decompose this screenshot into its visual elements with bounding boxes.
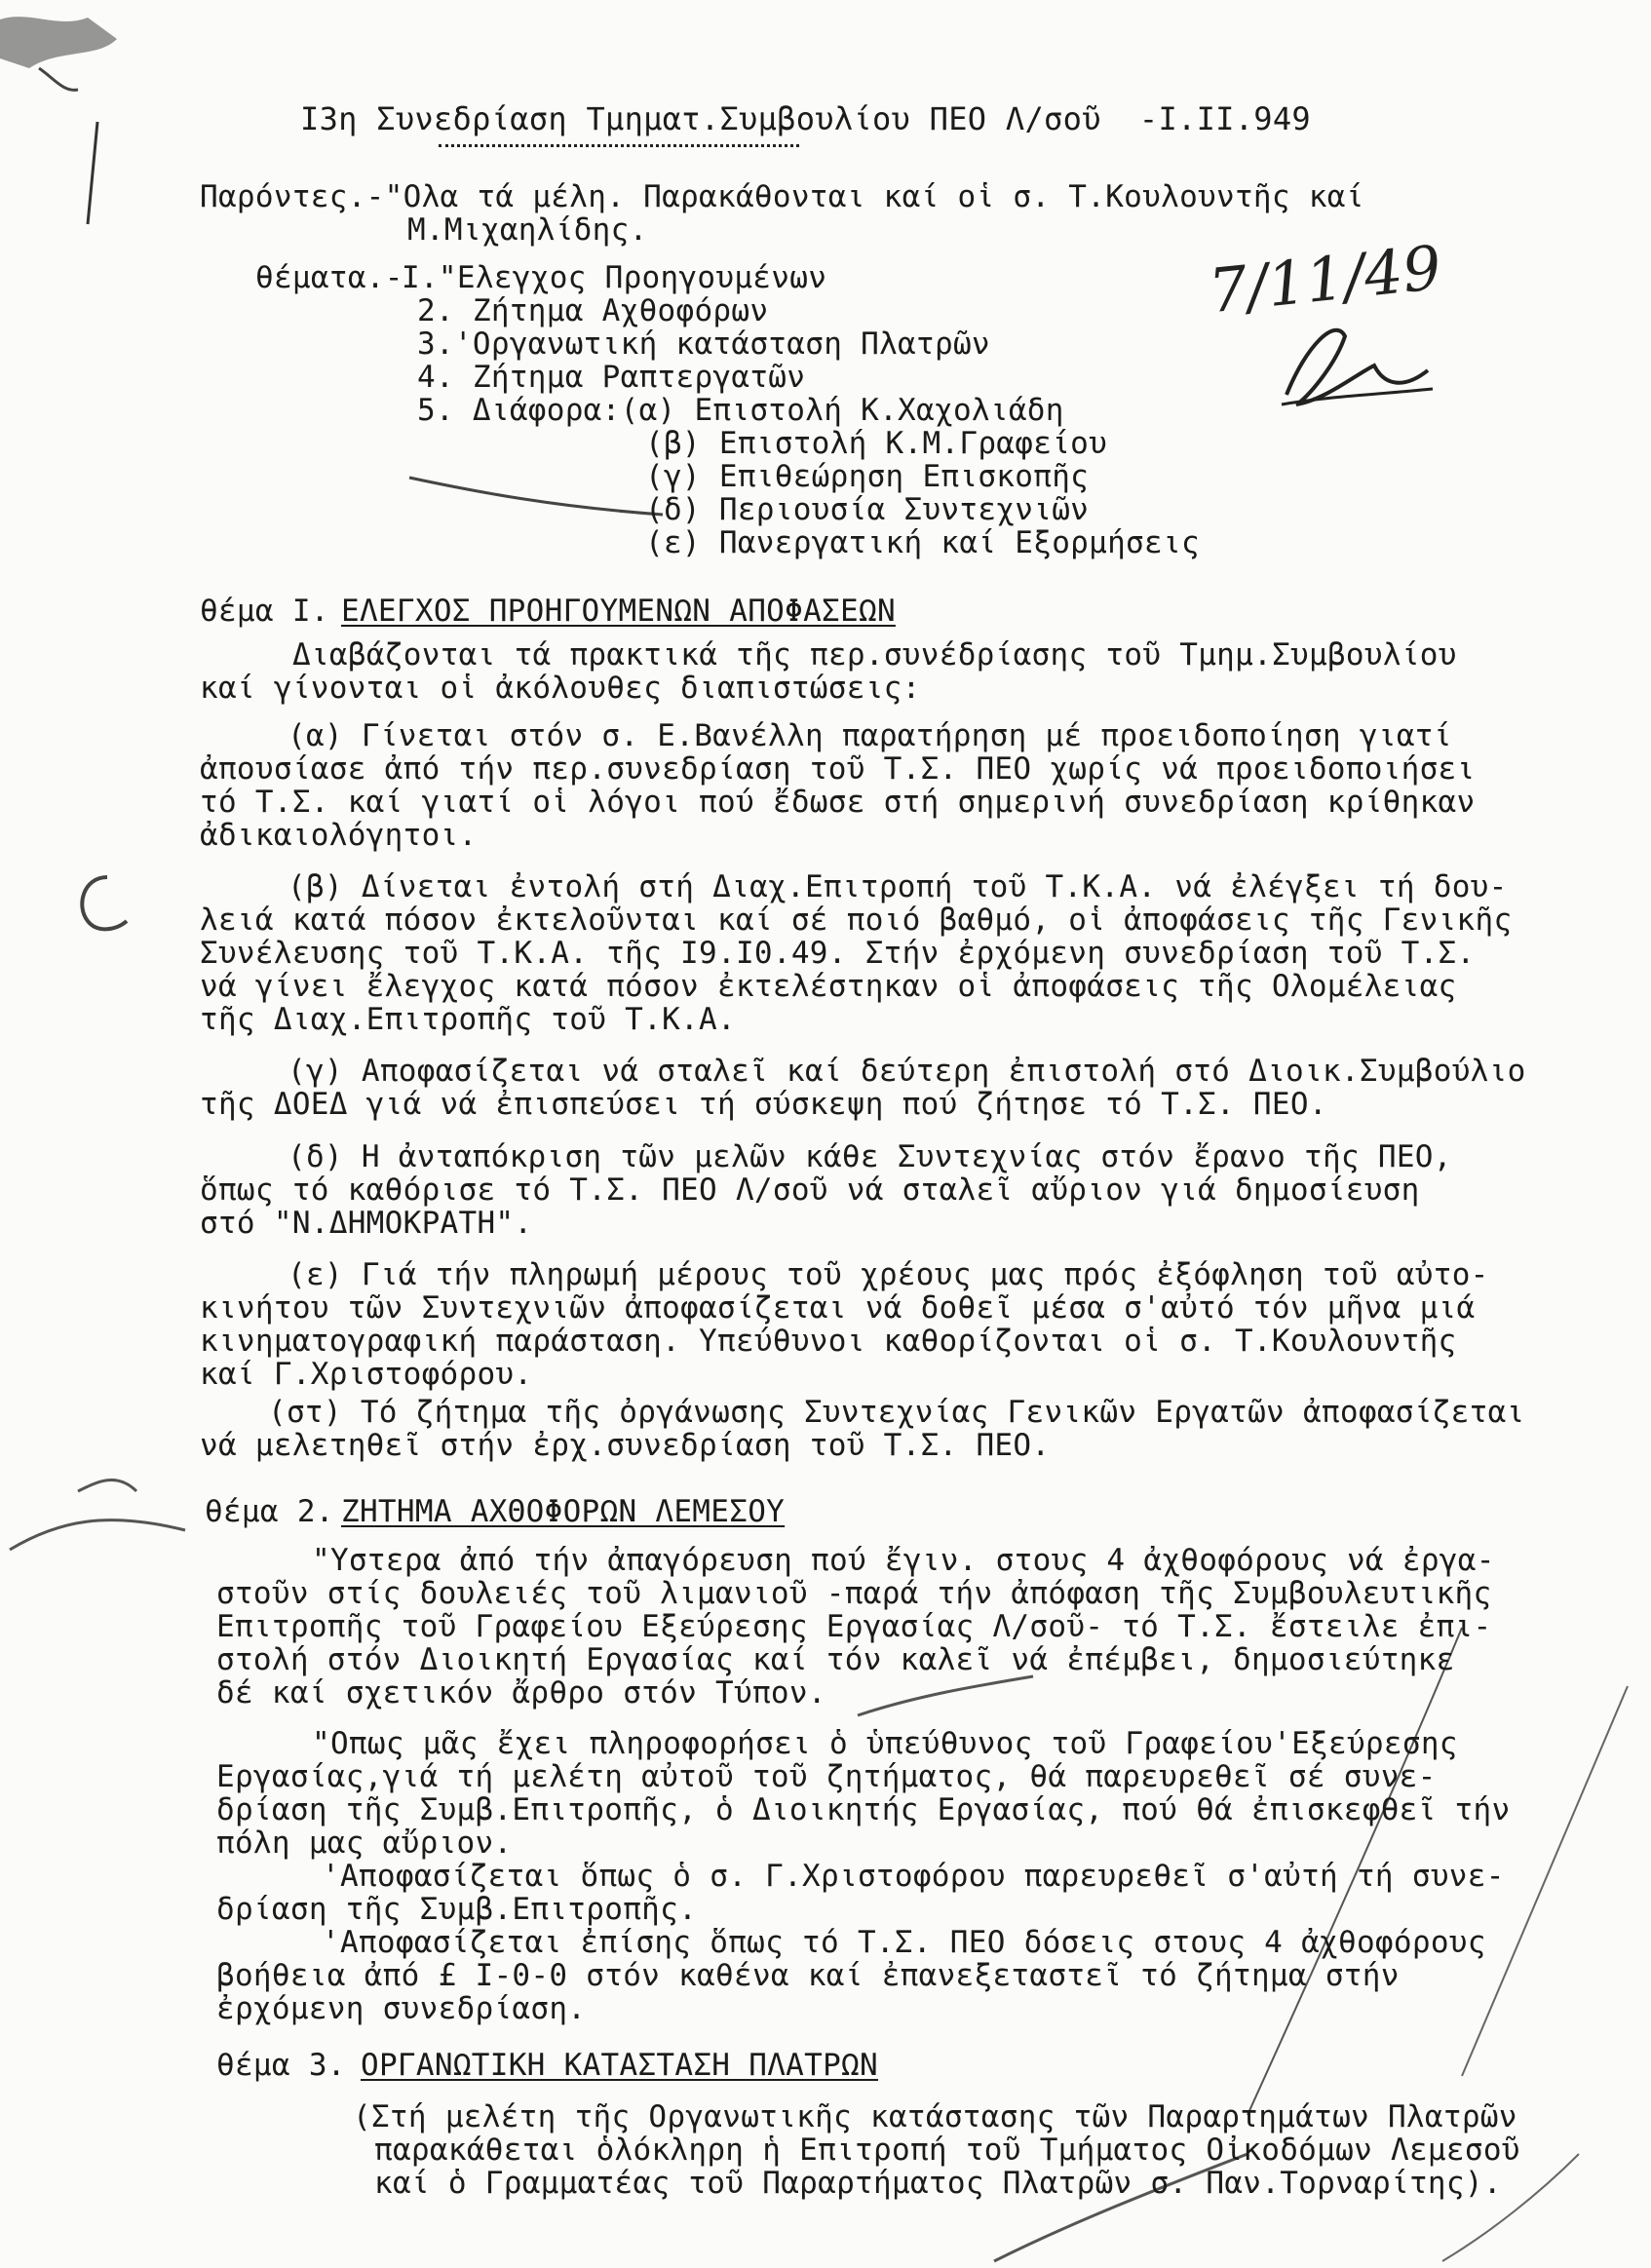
- s3-p1-2: παρακάθεται ὁλόκληρη ἡ Επιτροπή τοῦ Τμήματος Οἰκοδόμων Λεμεσοῦ: [374, 2133, 1520, 2168]
- s2-p4-2: βοήθεια ἀπό £ I-0-0 στόν καθένα καί ἐπανεξεταστεῖ τό ζήτημα στήν: [216, 1958, 1400, 1993]
- s1-a-2: ἀπουσίασε ἀπό τήν περ.συνεδρίαση τοῦ Τ.Σ. ΠΕΟ χωρίς νά προειδοποιήσει: [200, 751, 1476, 787]
- agenda-sub-b: (β) Επιστολή Κ.Μ.Γραφείου: [645, 426, 1108, 461]
- scan-smudge-top-left: [0, 0, 156, 117]
- agenda-item-5: 5. Διάφορα:(α) Επιστολή Κ.Χαχολιάδη: [417, 393, 1064, 428]
- margin-strokes-left-2: [0, 1462, 195, 1579]
- agenda-sub-c: (γ) Επιθεώρηση Επισκοπῆς: [645, 459, 1090, 494]
- section-2-heading: ΖΗΤΗΜΑ ΑΧΘΟΦΟΡΩΝ ΛΕΜΕΣΟΥ: [341, 1494, 786, 1529]
- s2-p3-1: 'Αποφασίζεται ὅπως ὁ σ. Γ.Χριστοφόρου παρευρεθεῖ σ'αὐτή τή συνε-: [322, 1859, 1505, 1894]
- s2-p1-3: Επιτροπῆς τοῦ Γραφείου Εξεύρεσης Εργασίας Λ/σοῦ- τό Τ.Σ. ἔστειλε ἐπι-: [216, 1609, 1492, 1644]
- s2-p1-2: στοῦν στίς δουλειές τοῦ λιμανιοῦ -παρά τήν ἀπόφαση τῆς Συμβουλευτικῆς: [216, 1576, 1492, 1611]
- attendees-line-1: Παρόντες.-"Ολα τά μέλη. Παρακάθονται καί οἱ σ. Τ.Κουλουντῆς καί: [200, 179, 1364, 214]
- s1-intro-2: καί γίνονται οἱ ἀκόλουθες διαπιστώσεις:: [200, 671, 921, 706]
- agenda-item-1: I."Ελεγχος Προηγουμένων: [402, 260, 827, 295]
- s1-st-2: νά μελετηθεῖ στήν ἐρχ.συνεδρίαση τοῦ Τ.Σ. ΠΕΟ.: [200, 1428, 1051, 1463]
- handwritten-date: 7/11/49: [1205, 231, 1445, 327]
- agenda-item-3: 3.'Οργανωτική κατάσταση Πλατρῶν: [417, 327, 990, 362]
- agenda-sub-d: (δ) Περιουσία Συντεχνιῶν: [645, 492, 1090, 527]
- s1-st-1: (στ) Τό ζήτημα τῆς ὀργάνωσης Συντεχνίας Γενικῶν Εργατῶν ἀποφασίζεται: [268, 1395, 1525, 1430]
- s2-p3-2: δρίαση τῆς Συμβ.Επιτροπῆς.: [216, 1892, 698, 1927]
- s3-p1-3: καί ὁ Γραμματέας τοῦ Παραρτήματος Πλατρῶν σ. Παν.Τορναρίτης).: [374, 2166, 1502, 2201]
- s2-p1-5: δέ καί σχετικόν ἄρθρο στόν Τύπον.: [216, 1675, 826, 1711]
- s2-p2-2: Εργασίας,γιά τή μελέτη αὐτοῦ τοῦ ζητήματος, θά παρευρεθεῖ σέ συνε-: [216, 1759, 1437, 1794]
- s1-c-2: τῆς ΔΟΕΔ γιά νά ἐπισπεύσει τή σύσκεψη πού ζήτησε τό Τ.Σ. ΠΕΟ.: [200, 1087, 1327, 1122]
- s1-e-4: καί Γ.Χριστοφόρου.: [200, 1357, 533, 1392]
- s1-b-2: λειά κατά πόσον ἐκτελοῦνται καί σέ ποιό βαθμό, οἱ ἀποφάσεις τῆς Γενικῆς: [200, 903, 1513, 938]
- s1-e-2: κινήτου τῶν Συντεχνιῶν ἀποφασίζεται νά δοθεῖ μέσα σ'αὐτό τόν μῆνα μιά: [200, 1290, 1476, 1326]
- section-2-prefix: θέμα 2.: [205, 1494, 334, 1529]
- s2-p2-1: "Οπως μᾶς ἔχει πληροφορήσει ὁ ὑπεύθυνος τοῦ Γραφείου'Εξεύρεσης: [312, 1726, 1458, 1761]
- s2-p2-4: πόλη μας αὔριον.: [216, 1826, 513, 1861]
- s1-a-3: τό Τ.Σ. καί γιατί οἱ λόγοι πού ἔδωσε στή σημερινή συνεδρίαση κρίθηκαν: [200, 785, 1476, 820]
- s1-a-4: ἀδικαιολόγητοι.: [200, 818, 478, 853]
- s1-d-1: (δ) Η ἀνταπόκριση τῶν μελῶν κάθε Συντεχνίας στόν ἔρανο τῆς ΠΕΟ,: [288, 1139, 1452, 1174]
- margin-stroke-left: [68, 117, 107, 234]
- pencil-arrow: [400, 468, 672, 526]
- title-dotted-rule: [439, 144, 799, 147]
- section-3-heading: ΟΡΓΑΝΩΤΙΚΗ ΚΑΤΑΣΤΑΣΗ ΠΛΑΤΡΩΝ: [361, 2048, 878, 2083]
- s2-p1-4: στολή στόν Διοικητή Εργασίας καί τόν καλεῖ νά ἐπέμβει, δημοσιεύτηκε: [216, 1642, 1455, 1677]
- handwritten-signature: [1267, 307, 1442, 414]
- s3-p1-1: (Στή μελέτη τῆς Οργανωτικῆς κατάστασης τῶν Παραρτημάτων Πλατρῶν: [353, 2099, 1517, 2134]
- attendees-line-2: Μ.Μιχαηλίδης.: [407, 212, 648, 248]
- agenda-item-2: 2. Ζήτημα Αχθοφόρων: [417, 293, 769, 328]
- s1-c-1: (γ) Αποφασίζεται νά σταλεῖ καί δεύτερη ἐπιστολή στό Διοικ.Συμβούλιο: [288, 1054, 1526, 1089]
- s1-b-4: νά γίνει ἔλεγχος κατά πόσον ἐκτελέστηκαν οἱ ἀποφάσεις τῆς Ολομέλειας: [200, 969, 1457, 1004]
- punch-hole-mark: [68, 867, 146, 945]
- section-1-heading: ΕΛΕΓΧΟΣ ΠΡΟΗΓΟΥΜΕΝΩΝ ΑΠΟΦΑΣΕΩΝ: [341, 594, 896, 629]
- agenda-sub-e: (ε) Πανεργατική καί Εξορμήσεις: [645, 525, 1200, 560]
- section-3-prefix: θέμα 3.: [216, 2048, 346, 2083]
- s1-d-3: στό "Ν.ΔΗΜΟΚΡΑΤΗ".: [200, 1206, 533, 1241]
- s1-b-3: Συνέλευσης τοῦ Τ.Κ.Α. τῆς I9.I0.49. Στήν ἐρχόμενη συνεδρίαση τοῦ Τ.Σ.: [200, 936, 1476, 971]
- s2-p1-1: "Υστερα ἀπό τήν ἀπαγόρευση πού ἔγιν. στους 4 ἀχθοφόρους νά ἐργα-: [312, 1543, 1495, 1578]
- s1-b-5: τῆς Διαχ.Επιτροπῆς τοῦ Τ.Κ.Α.: [200, 1002, 736, 1037]
- s2-p4-3: ἐρχόμενη συνεδρίαση.: [216, 1991, 587, 2026]
- page-title: I3η Συνεδρίαση Τμηματ.Συμβουλίου ΠΕΟ Λ/σοῦ -I.II.949: [300, 100, 1311, 137]
- section-1-prefix: θέμα I.: [200, 594, 329, 629]
- s1-b-1: (β) Δίνεται ἐντολή στή Διαχ.Επιτροπή τοῦ Τ.Κ.Α. νά ἐλέγξει τή δου-: [288, 869, 1508, 904]
- s2-p2-3: δρίαση τῆς Συμβ.Επιτροπῆς, ὁ Διοικητής Εργασίας, πού θά ἐπισκεφθεῖ τήν: [216, 1792, 1511, 1827]
- s2-p4-1: 'Αποφασίζεται ἐπίσης ὅπως τό Τ.Σ. ΠΕΟ δόσεις στους 4 ἀχθοφόρους: [322, 1925, 1486, 1960]
- s1-e-3: κινηματογραφική παράσταση. Υπεύθυνοι καθορίζονται οἱ σ. Τ.Κουλουντῆς: [200, 1324, 1457, 1359]
- s1-d-2: ὅπως τό καθόρισε τό Τ.Σ. ΠΕΟ Λ/σοῦ νά σταλεῖ αὔριον γιά δημοσίευση: [200, 1172, 1420, 1208]
- agenda-item-4: 4. Ζήτημα Ραπτεργατῶν: [417, 360, 806, 395]
- s1-intro-1: Διαβάζονται τά πρακτικά τῆς περ.συνέδρίασης τοῦ Τμημ.Συμβουλίου: [292, 637, 1457, 673]
- s1-e-1: (ε) Γιά τήν πληρωμή μέρους τοῦ χρέους μας πρός ἐξόφληση τοῦ αὐτο-: [288, 1257, 1489, 1292]
- s1-a-1: (α) Γίνεται στόν σ. Ε.Βανέλλη παρατήρηση μέ προειδοποίηση γιατί: [288, 718, 1452, 753]
- agenda-label: θέματα.-: [255, 260, 403, 295]
